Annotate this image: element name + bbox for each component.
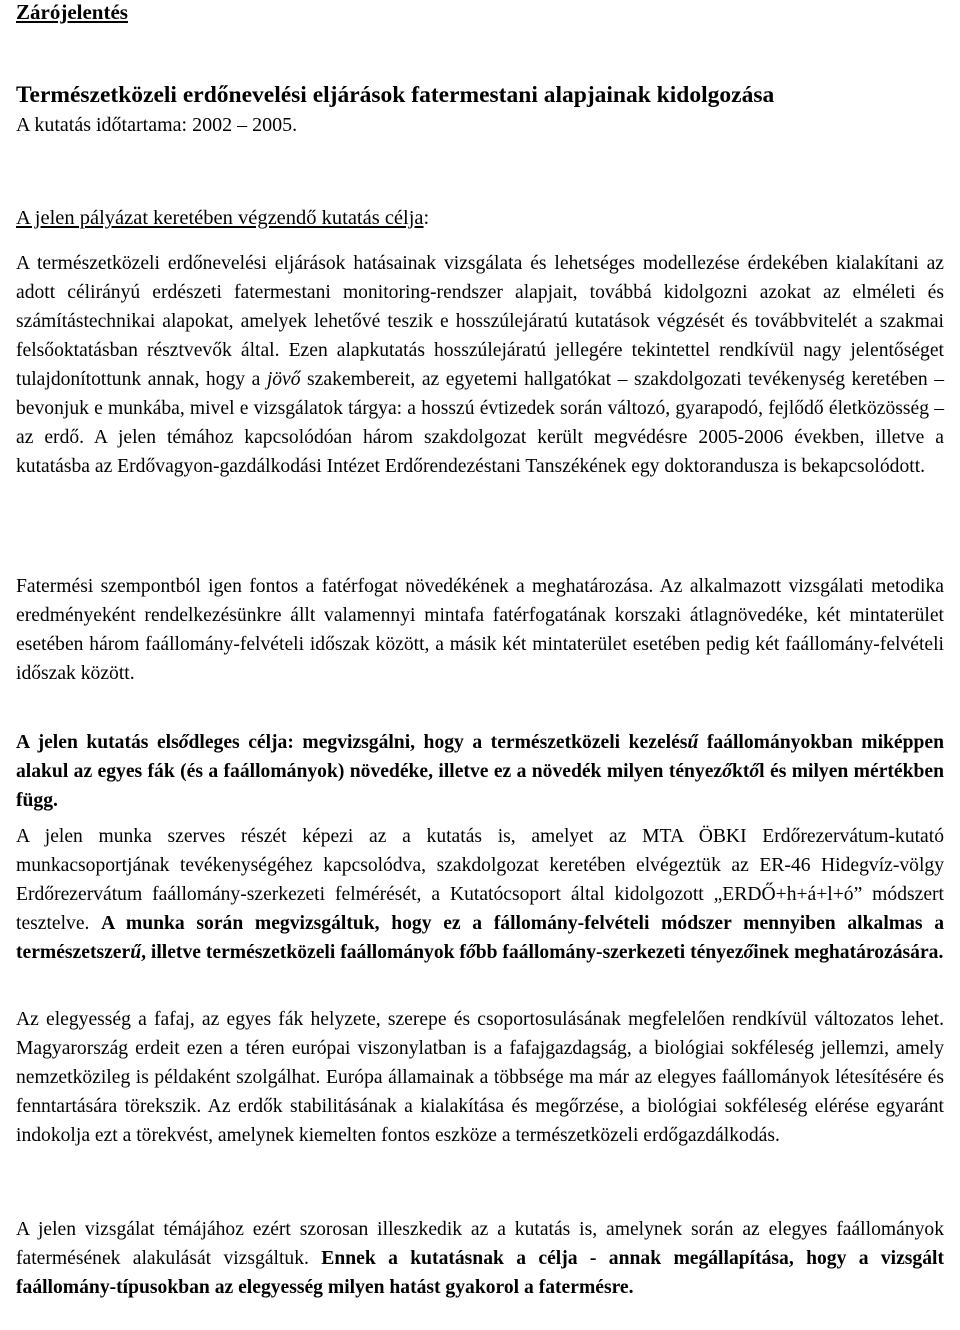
- document-heading: Zárójelentés: [16, 0, 128, 24]
- project-duration: A kutatás időtartama: 2002 – 2005.: [16, 114, 298, 136]
- p4-c: ű: [130, 942, 142, 963]
- paragraph-mixture-effect: [16, 1215, 944, 1302]
- p6-a: A jelen vizsgálat témájához ezért szorosan illeszkedik az a kutatás is, amelynek során az elegyes faállományok fatermésének alakulását vizsgáltuk.: [16, 1219, 944, 1269]
- p3-f: ő: [722, 761, 732, 782]
- p3-b: ő: [178, 732, 189, 753]
- p4-d: , illetve természetközeli faállományok f: [141, 942, 466, 963]
- p4-h: inek meghatározására.: [753, 942, 944, 963]
- p3-a: A jelen kutatás els: [16, 732, 179, 753]
- goal-section-heading: [16, 203, 429, 233]
- p3-i: l és milyen mértékben függ.: [16, 761, 945, 811]
- p1-text-future: jövő: [266, 369, 301, 390]
- p3-d: ű: [687, 732, 699, 753]
- p1-text-c: szakembereit, az egyetemi hallgatókat – szakdolgozati tevékenység keretében – bevonjuk e munkába, mivel e vizsgálatok tárgya: a hosszú évtizedek során változó, gyarapodó, fejlődő életközösség – az erdő. A jelen témához kapcsolódóan három szakdolgozat került megvédésre 2005-2006 években, illetve a kutatásba az Erdővagyon-gazdálkodási Intézet Erdőrendezéstani Tanszékének egy doktorandusza is bekapcsolódott.: [16, 369, 945, 477]
- p3-g: kt: [731, 761, 750, 782]
- paragraph-forest-reserve: [16, 822, 944, 967]
- goal-section-label: A jelen pályázat keretében végzendő kutatás célja: [16, 207, 424, 229]
- p4-e: ő: [465, 942, 476, 963]
- p3-c: dleges célja: megvizsgálni, hogy a természetközeli kezelés: [188, 732, 688, 753]
- p4-b: A munka során megvizsgáltuk, hogy ez a fállomány-felvételi módszer mennyiben alkalmas a természetszer: [16, 913, 944, 963]
- p3-e: faállományokban miképpen alakul az egyes fák (és a faállományok) növedéke, illetve ez a növedék milyen tényez: [16, 732, 944, 782]
- paragraph-volume-increment: Fatermési szempontból igen fontos a fatérfogat növedékének a meghatározása. Az alkalmazott vizsgálati metodika eredményeként rendelkezésünkre állt valamennyi mintafa fatérfogatának korszaki átlagnövedéke, két mintaterület esetében három faállomány-felvételi időszak között, a másik két mintaterület esetében pedig két faállomány-felvételi időszak között.: [16, 576, 944, 684]
- p1-text-a: A természetközeli erdőnevelési eljárások hatásainak vizsgálata és lehetséges modellezése érdekében kialakítani az adott célirányú erdészeti fatermestani monitoring-rendszer alapjait, továbbá kidolgozni azokat az elméleti és számítástechnikai alapokat, amelyek lehetővé teszik e hosszúlejáratú kutatások végzését és továbbvitelét a szakmai felsőoktatásban résztvevők által. Ezen alapkutatás hosszúlejáratú jellegére tekintettel rendkívül nagy jelentőséget tulajdonítottunk annak, hogy a: [16, 253, 944, 390]
- p4-f: bb faállomány-szerkezeti tényez: [475, 942, 744, 963]
- p6-b: Ennek a kutatásnak a célja - annak megállapítása, hogy a vizsgált faállomány-típusokban az elegyesség milyen hatást gyakorol a fatermésre.: [16, 1248, 944, 1298]
- paragraph-mixed-stands: Az elegyesség a fafaj, az egyes fák helyzete, szerepe és csoportosulásának megfelelően rendkívül változatos lehet. Magyarország erdeit ezen a téren európai viszonylatban is a fafajgazdagság, a biológiai sokféleség jellemzi, amely nemzetközileg is példaként szolgálhat. Európa államainak a többsége ma már az elegyes faállományok létesítésére és fenntartására törekszik. Az erdők stabilitásának a kialakítása és megőrzése, a biológiai sokféleség elérése egyaránt indokolja ezt a törekvést, amelynek kiemelten fontos eszköze a természetközeli erdőgazdálkodás.: [16, 1009, 944, 1146]
- paragraph-research-goal: [16, 249, 944, 481]
- p3-h: ő: [749, 761, 760, 782]
- goal-section-colon: :: [423, 207, 430, 229]
- project-title: Természetközeli erdőnevelési eljárások fatermestani alapjainak kidolgozása: [16, 82, 775, 108]
- paragraph-primary-goal: [16, 728, 944, 815]
- p4-a: A jelen munka szerves részét képezi az a kutatás is, amelyet az MTA ÖBKI Erdőrezervátum-kutató munkacsoportjának tevékenységéhez kapcsolódva, szakdolgozat keretében elvégeztük az ER-46 Hidegvíz-völgy Erdőrezervátum faállomány-szerkezeti felmérését, a Kutatócsoport által kidolgozott „ERDŐ+h+á+l+ó” módszert tesztelve.: [16, 826, 944, 934]
- p4-g: ő: [743, 942, 754, 963]
